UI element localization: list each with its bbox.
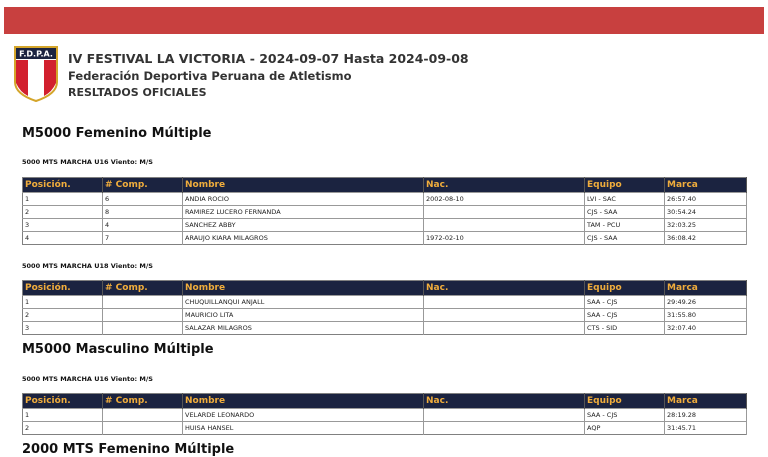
cell-birth bbox=[424, 296, 585, 309]
table-row bbox=[23, 219, 747, 232]
col-position: Posición. bbox=[23, 178, 103, 193]
cell-name: HUISA HANSEL bbox=[183, 422, 424, 435]
category-heading: M5000 Femenino Múltiple bbox=[22, 126, 212, 141]
cell-position: 2 bbox=[23, 206, 103, 219]
col-position: Posición. bbox=[23, 394, 103, 409]
col-name: Nombre bbox=[183, 394, 424, 409]
cell-name: CHUQUILLANQUI ANJALL bbox=[183, 296, 424, 309]
col-birth: Nac. bbox=[424, 281, 585, 296]
table-row bbox=[23, 296, 747, 309]
cell-birth: 2002-08-10 bbox=[424, 193, 585, 206]
cell-birth bbox=[424, 422, 585, 435]
table-row bbox=[23, 206, 747, 219]
cell-team: SAA - CJS bbox=[585, 409, 665, 422]
cell-team: CJS - SAA bbox=[585, 232, 665, 245]
cell-comp: 6 bbox=[103, 193, 183, 206]
col-comp: # Comp. bbox=[103, 281, 183, 296]
cell-position: 1 bbox=[23, 193, 103, 206]
table-header-row bbox=[23, 281, 747, 296]
cell-comp bbox=[103, 296, 183, 309]
col-comp: # Comp. bbox=[103, 394, 183, 409]
cell-team: SAA - CJS bbox=[585, 296, 665, 309]
event-heading: 5000 MTS MARCHA U16 Viento: M/S bbox=[22, 375, 153, 383]
cell-comp bbox=[103, 422, 183, 435]
logo-text: F.D.P.A. bbox=[19, 49, 53, 59]
col-position: Posición. bbox=[23, 281, 103, 296]
event-heading: 5000 MTS MARCHA U18 Viento: M/S bbox=[22, 262, 153, 270]
cell-birth bbox=[424, 409, 585, 422]
event-title: IV FESTIVAL LA VICTORIA - 2024-09-07 Hasta 2024-09-08 bbox=[68, 51, 469, 66]
cell-team: AQP bbox=[585, 422, 665, 435]
table-row bbox=[23, 232, 747, 245]
col-name: Nombre bbox=[183, 178, 424, 193]
cell-name: RAMIREZ LUCERO FERNANDA bbox=[183, 206, 424, 219]
results-table bbox=[22, 177, 747, 245]
cell-position: 1 bbox=[23, 409, 103, 422]
cell-name: SALAZAR MILAGROS bbox=[183, 322, 424, 335]
cell-name: ARAUJO KIARA MILAGROS bbox=[183, 232, 424, 245]
table-row bbox=[23, 322, 747, 335]
cell-team: LVI - SAC bbox=[585, 193, 665, 206]
table-header-row bbox=[23, 394, 747, 409]
results-table bbox=[22, 393, 747, 435]
table-row bbox=[23, 193, 747, 206]
cell-comp bbox=[103, 309, 183, 322]
organization-name: Federación Deportiva Peruana de Atletismo bbox=[68, 69, 352, 83]
col-team: Equipo bbox=[585, 394, 665, 409]
cell-position: 2 bbox=[23, 309, 103, 322]
cell-team: CTS - SID bbox=[585, 322, 665, 335]
cell-mark: 28:19.28 bbox=[665, 409, 747, 422]
category-heading: M5000 Masculino Múltiple bbox=[22, 342, 214, 357]
cell-team: CJS - SAA bbox=[585, 206, 665, 219]
results-subtitle: RESLTADOS OFICIALES bbox=[68, 86, 207, 99]
col-mark: Marca bbox=[665, 178, 747, 193]
cell-comp: 4 bbox=[103, 219, 183, 232]
cell-name: ANDIA ROCIO bbox=[183, 193, 424, 206]
col-birth: Nac. bbox=[424, 394, 585, 409]
col-mark: Marca bbox=[665, 394, 747, 409]
col-comp: # Comp. bbox=[103, 178, 183, 193]
cell-mark: 31:55.80 bbox=[665, 309, 747, 322]
cell-mark: 31:45.71 bbox=[665, 422, 747, 435]
cell-mark: 32:03.25 bbox=[665, 219, 747, 232]
cell-mark: 32:07.40 bbox=[665, 322, 747, 335]
col-name: Nombre bbox=[183, 281, 424, 296]
cell-mark: 29:49.26 bbox=[665, 296, 747, 309]
col-birth: Nac. bbox=[424, 178, 585, 193]
fdpa-logo bbox=[14, 46, 58, 102]
cell-position: 2 bbox=[23, 422, 103, 435]
cell-birth bbox=[424, 206, 585, 219]
cell-comp bbox=[103, 409, 183, 422]
cell-position: 3 bbox=[23, 219, 103, 232]
cell-position: 3 bbox=[23, 322, 103, 335]
cell-birth bbox=[424, 309, 585, 322]
cell-name: SANCHEZ ABBY bbox=[183, 219, 424, 232]
event-heading: 5000 MTS MARCHA U16 Viento: M/S bbox=[22, 158, 153, 166]
cell-birth: 1972-02-10 bbox=[424, 232, 585, 245]
table-row bbox=[23, 409, 747, 422]
cell-mark: 36:08.42 bbox=[665, 232, 747, 245]
cell-team: TAM - PCU bbox=[585, 219, 665, 232]
table-row bbox=[23, 422, 747, 435]
col-team: Equipo bbox=[585, 281, 665, 296]
cell-mark: 26:57.40 bbox=[665, 193, 747, 206]
col-mark: Marca bbox=[665, 281, 747, 296]
cell-team: SAA - CJS bbox=[585, 309, 665, 322]
category-heading: 2000 MTS Femenino Múltiple bbox=[22, 442, 235, 457]
cell-name: VELARDE LEONARDO bbox=[183, 409, 424, 422]
cell-birth bbox=[424, 219, 585, 232]
cell-comp: 7 bbox=[103, 232, 183, 245]
top-banner bbox=[4, 7, 764, 34]
results-table bbox=[22, 280, 747, 335]
cell-birth bbox=[424, 322, 585, 335]
col-team: Equipo bbox=[585, 178, 665, 193]
cell-position: 1 bbox=[23, 296, 103, 309]
cell-comp bbox=[103, 322, 183, 335]
cell-mark: 30:54.24 bbox=[665, 206, 747, 219]
cell-comp: 8 bbox=[103, 206, 183, 219]
cell-name: MAURICIO LITA bbox=[183, 309, 424, 322]
cell-position: 4 bbox=[23, 232, 103, 245]
table-row bbox=[23, 309, 747, 322]
table-header-row bbox=[23, 178, 747, 193]
